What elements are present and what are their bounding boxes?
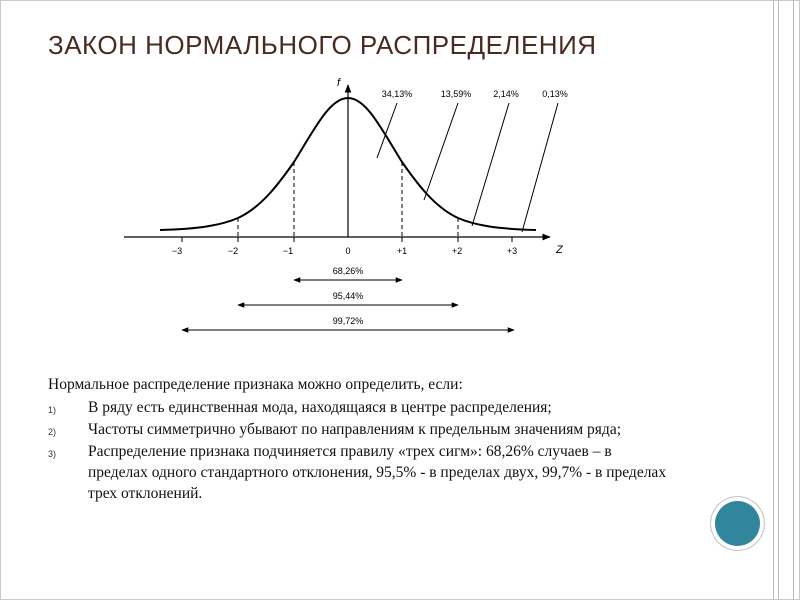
x-tick-label: −1 [282,246,294,256]
x-axis-label: Z [556,244,563,256]
list-item [48,397,668,418]
decorative-circle [711,497,764,550]
area-label: 0,13% [542,89,568,99]
x-tick-label: −2 [227,246,239,256]
x-ticks [182,237,512,242]
x-tick-label: −3 [171,246,183,256]
body-text [48,374,668,505]
list-item-text: Распределение признака подчиняется правилу «трех сигм»: 68,26% случаев – в пределах одного стандартного отклонения, 95,5% - в пределах двух, 99,7% - в пределах трех отклонений. [88,443,667,502]
list-item [48,441,668,504]
list-number: 3) [48,449,57,459]
interval-label: 95,44% [332,291,364,301]
list-item-text: В ряду есть единственная мода, находящаяся в центре распределения; [88,399,552,416]
area-label: 13,59% [440,89,472,99]
leader-line [424,103,458,200]
area-label: 34,13% [381,89,413,99]
y-axis-label: f [337,77,341,89]
x-tick-label: +3 [506,246,518,256]
x-tick-label: +2 [451,246,463,256]
intro-text: Нормальное распределение признака можно определить, если: [48,376,463,393]
x-tick-label: 0 [345,246,351,256]
x-tick-label: +1 [396,246,408,256]
interval-label: 68,26% [332,266,364,276]
right-border-line [793,0,794,600]
leader-line [472,103,509,226]
list-item [48,419,668,440]
right-border-line [778,0,779,600]
right-border-line [773,0,774,600]
slide-title: ЗАКОН НОРМАЛЬНОГО РАСПРЕДЕЛЕНИЯ [48,30,597,60]
normal-distribution-diagram [110,66,580,346]
conditions-list [48,397,668,504]
area-label: 2,14% [493,89,519,99]
leader-line [522,103,558,232]
list-number: 1) [48,405,57,415]
list-number: 2) [48,427,57,437]
interval-label: 99,72% [332,316,364,326]
list-item-text: Частоты симметрично убывают по направлениям к предельным значениям ряда; [88,421,622,438]
